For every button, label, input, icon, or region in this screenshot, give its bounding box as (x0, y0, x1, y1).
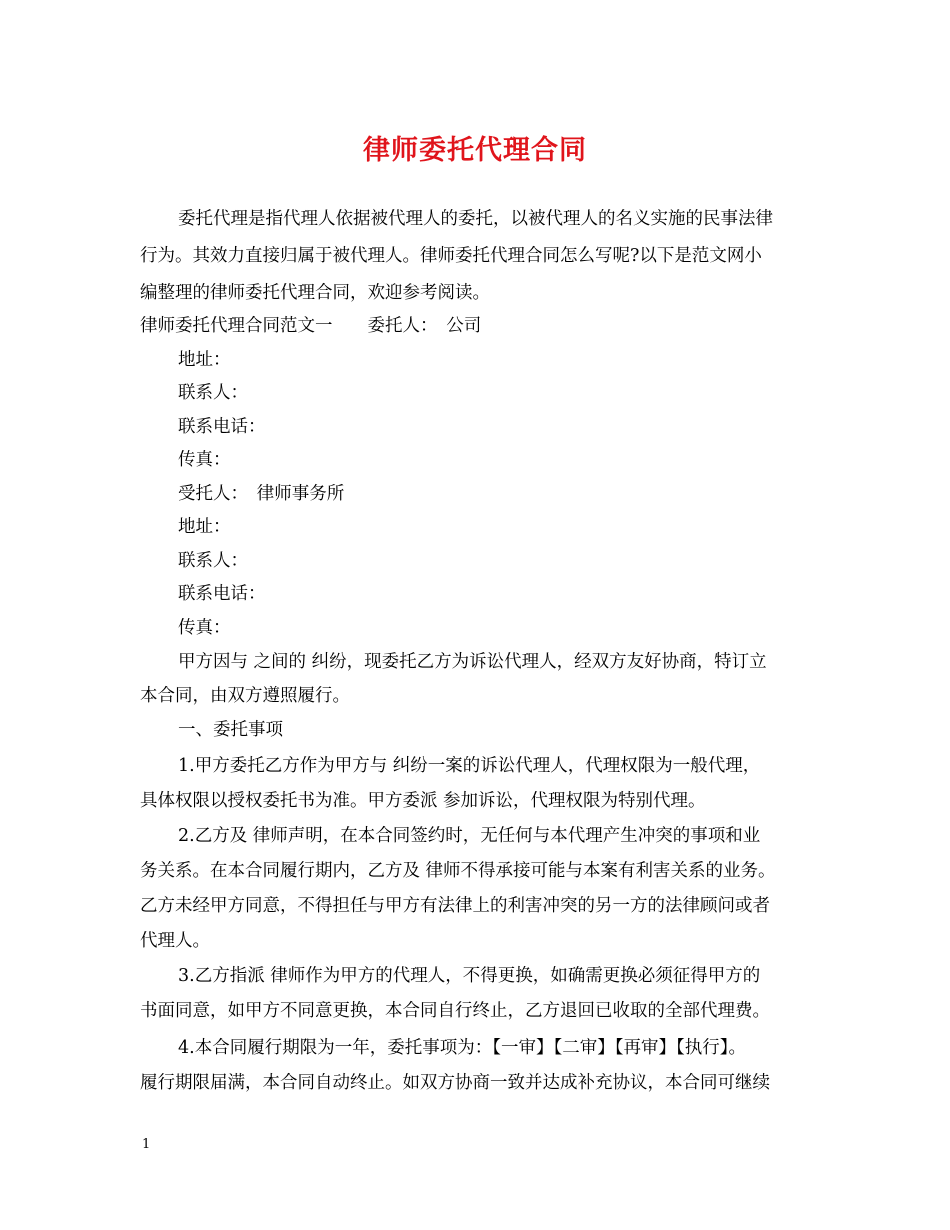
paragraph-line: 甲方因与 之间的 纠纷，现委托乙方为诉讼代理人，经双方友好协商，特订立 (178, 652, 767, 672)
paragraph-line: 委托代理是指代理人依据被代理人的委托，以被代理人的名义实施的民事法律 (178, 209, 773, 229)
paragraph-line: 传真： (178, 450, 231, 470)
paragraph-line: 传真： (178, 618, 231, 638)
paragraph-line: 联系人： (178, 383, 248, 403)
paragraph-line: 律师委托代理合同范文一 委托人： 公司 (140, 316, 482, 336)
paragraph-line: 务关系。在本合同履行期内，乙方及 律师不得承接可能与本案有利害关系的业务。 (140, 861, 776, 881)
document-title: 律师委托代理合同 (363, 135, 587, 166)
page-number: 1 (142, 1137, 151, 1152)
paragraph-line: 地址： (178, 517, 231, 537)
paragraph-line: 联系人： (178, 551, 248, 571)
paragraph-line: 本合同，由双方遵照履行。 (140, 686, 350, 706)
paragraph-line: 履行期限届满，本合同自动终止。如双方协商一致并达成补充协议，本合同可继续 (140, 1073, 770, 1093)
paragraph-line: 代理人。 (140, 931, 210, 951)
paragraph-line: 联系电话： (178, 417, 266, 437)
paragraph-line: 受托人： 律师事务所 (178, 484, 345, 504)
paragraph-line: 一、委托事项 (178, 720, 283, 740)
paragraph-line: 书面同意，如甲方不同意更换，本合同自行终止，乙方退回已收取的全部代理费。 (140, 1001, 770, 1021)
paragraph-line: 编整理的律师委托代理合同，欢迎参考阅读。 (140, 283, 490, 303)
paragraph-line: 3.乙方指派 律师作为甲方的代理人，不得更换，如确需更换必须征得甲方的 (178, 966, 761, 986)
paragraph-line: 乙方未经甲方同意，不得担任与甲方有法律上的利害冲突的另一方的法律顾问或者 (140, 896, 770, 916)
paragraph-line: 行为。其效力直接归属于被代理人。律师委托代理合同怎么写呢?以下是范文网小 (140, 246, 762, 266)
paragraph-line: 4.本合同履行期限为一年，委托事项为：【一审】【二审】【再审】【执行】。 (178, 1038, 746, 1058)
paragraph-line: 2.乙方及 律师声明，在本合同签约时，无任何与本代理产生冲突的事项和业 (178, 826, 761, 846)
paragraph-line: 联系电话： (178, 584, 266, 604)
paragraph-line: 地址： (178, 350, 231, 370)
paragraph-line: 1.甲方委托乙方作为甲方与 纠纷一案的诉讼代理人，代理权限为一般代理， (178, 756, 761, 776)
paragraph-line: 具体权限以授权委托书为准。甲方委派 参加诉讼，代理权限为特别代理。 (140, 791, 706, 811)
